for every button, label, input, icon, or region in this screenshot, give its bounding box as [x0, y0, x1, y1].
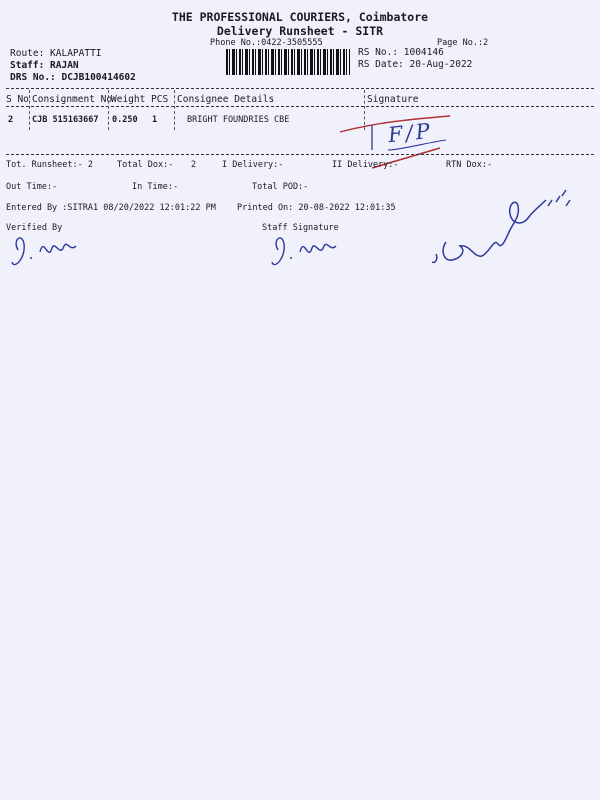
col-weight: Weight [111, 94, 146, 105]
in-time: In Time:- [132, 182, 179, 192]
col-signature: Signature [367, 94, 419, 105]
entered-by: Entered By :SITRA1 08/20/2022 12:01:22 PM [6, 203, 216, 213]
i-delivery: I Delivery:- [222, 160, 284, 170]
staff-signature-label: Staff Signature [262, 223, 339, 233]
drs-number: DRS No.: DCJB100414602 [10, 72, 136, 83]
row-consignment: CJB 515163667 [32, 115, 99, 125]
company-title: THE PROFESSIONAL COURIERS, Coimbatore [171, 10, 429, 24]
ii-delivery: II Delivery:- [332, 160, 399, 170]
out-time: Out Time:- [6, 182, 58, 192]
total-pod: Total POD:- [252, 182, 309, 192]
staff-field: Staff: RAJAN [10, 60, 79, 71]
rtn-dox: RTN Dox:- [446, 160, 493, 170]
verified-by-label: Verified By [6, 223, 63, 233]
page-number: Page No.:2 [437, 38, 489, 48]
col-pcs: PCS [151, 94, 169, 105]
runsheet-subtitle: Delivery Runsheet - SITR [216, 24, 384, 38]
total-dox-value: 2 [191, 160, 197, 170]
col-consignment: Consignment No [32, 94, 113, 105]
route-field: Route: KALAPATTI [10, 48, 102, 59]
rs-date: RS Date: 20-Aug-2022 [358, 59, 473, 70]
row-pcs: 1 [152, 115, 158, 125]
rs-number: RS No.: 1004146 [358, 47, 444, 58]
row-weight: 0.250 [112, 115, 138, 125]
col-sno: S No [6, 94, 29, 105]
total-dox-label: Total Dox:- [117, 160, 174, 170]
handwritten-fp-note: F/P [386, 118, 434, 148]
tot-runsheet: Tot. Runsheet:- 2 [6, 160, 93, 170]
phone-number: Phone No.:0422-3505555 [210, 38, 323, 48]
row-consignee: BRIGHT FOUNDRIES CBE [187, 115, 290, 125]
row-sno: 2 [8, 115, 14, 125]
printed-on: Printed On: 20-08-2022 12:01:35 [237, 203, 396, 213]
col-consignee: Consignee Details [177, 94, 275, 105]
